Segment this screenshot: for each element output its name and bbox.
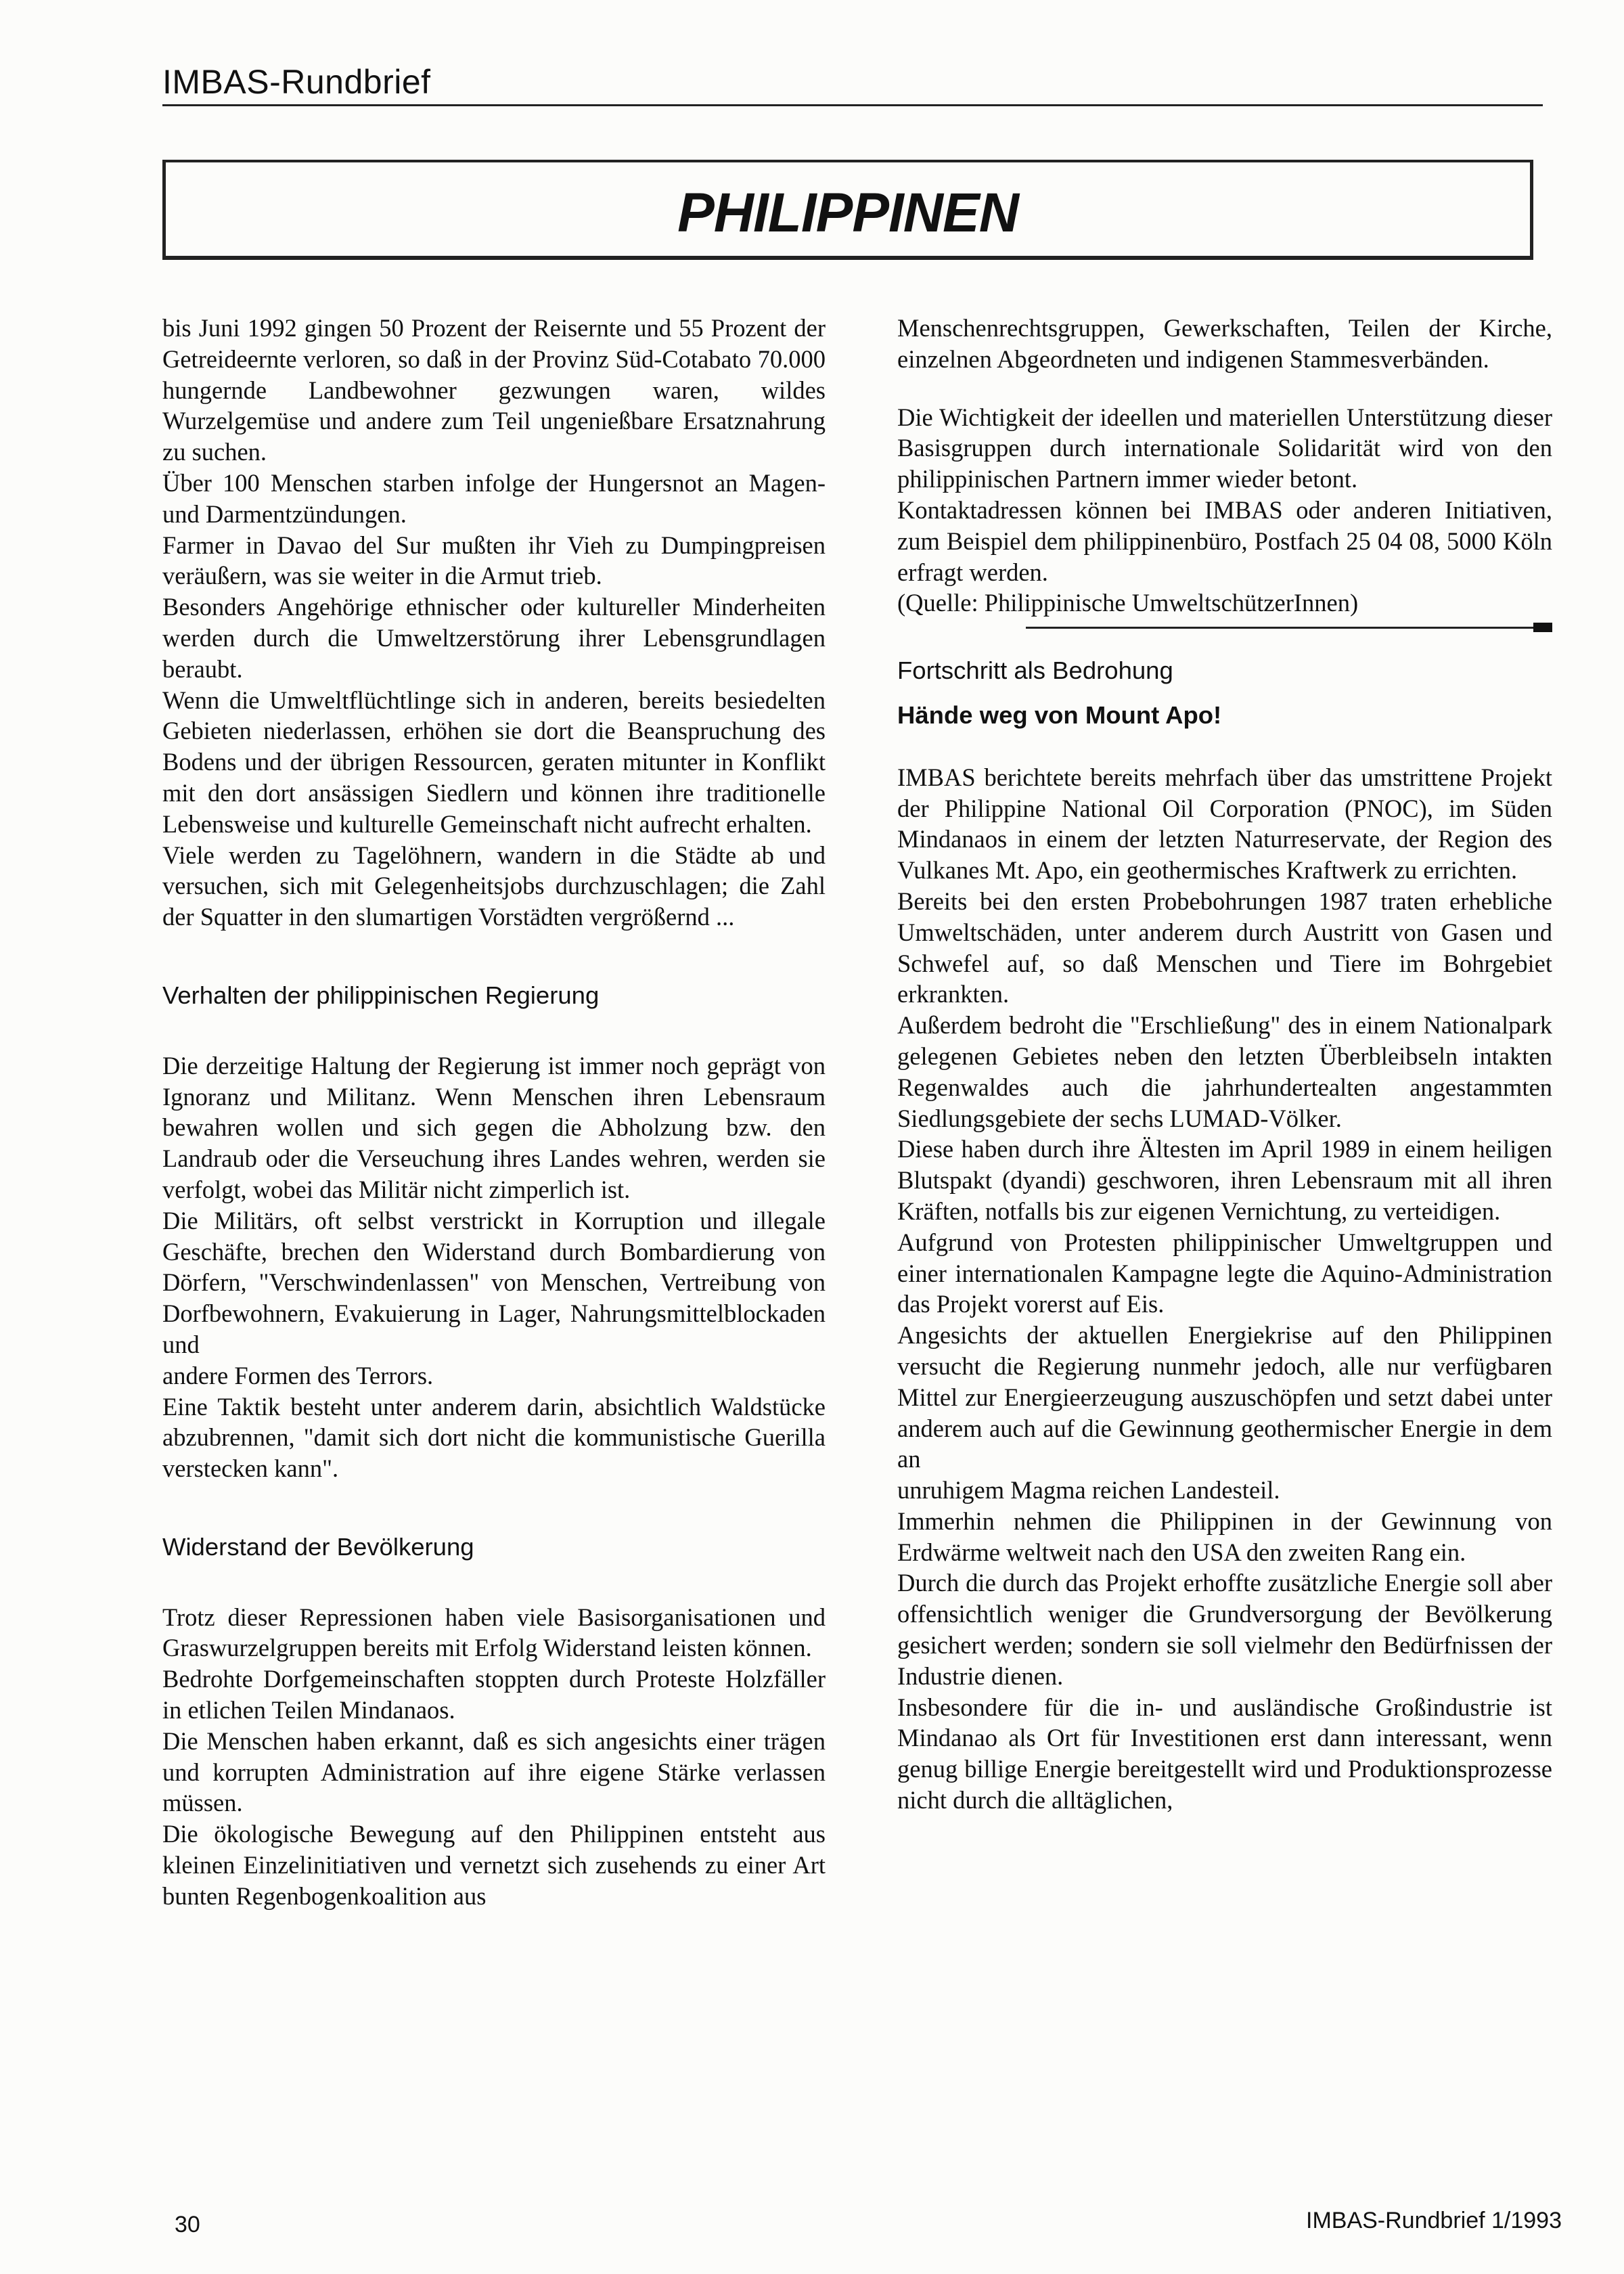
paragraph: andere Formen des Terrors. [162, 1361, 434, 1389]
paragraph: Durch die durch das Projekt erhoffte zusätzliche Energie soll aber offensichtlich weniger die Grundversorgung der Bevölkerung gesichert werden; sondern sie soll vielmehr den Bedürfnissen der Industrie dienen. [897, 1569, 1552, 1690]
header-rule [162, 104, 1543, 106]
paragraph: Die Wichtigkeit der ideellen und materiellen Unterstützung dieser Basisgruppen durch internationale Solidarität wird von den philippinischen Partnern immer wieder betont. [897, 403, 1552, 493]
end-mark-icon [1533, 623, 1552, 632]
paragraph: Wenn die Umweltflüchtlinge sich in anderen, bereits besiedelten Gebieten niederlassen, erhöhen sie dort die Beanspruchung des Bodens und der übrigen Ressourcen, geraten mitunter in Konflikt mit den dort ansässigen Siedlern und können ihre traditionelle Lebensweise und kulturelle Gemeinschaft nicht aufrecht erhalten. [162, 686, 826, 838]
paragraph: Diese haben durch ihre Ältesten im April 1989 in einem heiligen Blutspakt (dyandi) geschworen, ihren Lebensraum mit all ihren Kräften, notfalls bis zur eigenen Vernichtung, zu verteidigen. [897, 1135, 1552, 1225]
paragraph: Bereits bei den ersten Probebohrungen 1987 traten erhebliche Umweltschäden, unter anderem durch Austritt von Gasen und Schwefel auf, so daß Menschen und Tiere im Bohrgebiet erkrankten. [897, 887, 1552, 1008]
paragraph: Bedrohte Dorfgemeinschaften stoppten durch Proteste Holzfäller in etlichen Teilen Mindanaos. [162, 1665, 826, 1724]
paragraph: Insbesondere für die in- und ausländische Großindustrie ist Mindanao als Ort für Investitionen erst dann interessant, wenn genug billige Energie bereitgestellt wird und Produktionsprozesse nicht durch die alltäglichen, [897, 1693, 1552, 1814]
paragraph: IMBAS berichtete bereits mehrfach über das umstrittene Projekt der Philippine National Oil Corporation (PNOC), im Süden Mindanaos in einem der letzten Naturreservate, der Region des Vulkanes Mt. Apo, ein geothermisches Kraftwerk zu errichten. [897, 763, 1552, 885]
article-kicker: Fortschritt als Bedrohung [897, 656, 1173, 685]
subheading: Verhalten der philippinischen Regierung [162, 981, 600, 1009]
paragraph: unruhigem Magma reichen Landesteil. [897, 1476, 1280, 1504]
running-header: IMBAS-Rundbrief [162, 63, 431, 101]
paragraph: Über 100 Menschen starben infolge der Hungersnot an Magen- und Darmentzündungen. [162, 468, 826, 528]
article-end-rule [897, 623, 1552, 632]
paragraph: Die Menschen haben erkannt, daß es sich angesichts einer trägen und korrupten Administration auf ihre eigene Stärke verlassen müssen. [162, 1726, 826, 1817]
paragraph: bis Juni 1992 gingen 50 Prozent der Reisernte und 55 Prozent der Getreideernte verloren, so daß in der Provinz Süd-Cotabato 70.000 hungernde Landbewohner gezwungen waren, wildes Wurzelgemüse und andere zum Teil ungenießbare Ersatznahrung zu suchen. [162, 314, 826, 466]
paragraph: Trotz dieser Repressionen haben viele Basisorganisationen und Graswurzelgruppen bereits mit Erfolg Widerstand leisten können. [162, 1603, 826, 1662]
paragraph: Die ökologische Bewegung auf den Philippinen entsteht aus kleinen Einzelinitiativen und vernetzt sich zusehends zu einer Art bunten Regenbogenkoalition aus [162, 1820, 826, 1910]
paragraph: Kontaktadressen können bei IMBAS oder anderen Initiativen, zum Beispiel dem philippinenbüro, Postfach 25 04 08, 5000 Köln erfragt werden. [897, 495, 1552, 586]
paragraph: Viele werden zu Tagelöhnern, wandern in die Städte ab und versuchen, sich mit Gelegenheitsjobs durchzuschlagen; die Zahl der Squatter in den slumartigen Vorstädten vergrößernd ... [162, 841, 826, 931]
section-banner [162, 160, 1533, 260]
left-column [162, 313, 826, 1912]
right-column [897, 313, 1552, 1816]
paragraph: Aufgrund von Protesten philippinischer Umweltgruppen und einer internationalen Kampagne legte die Aquino-Administration das Projekt vorerst auf Eis. [897, 1228, 1552, 1318]
paragraph: Eine Taktik besteht unter anderem darin, absichtlich Waldstücke abzubrennen, "damit sich dort nicht die kommunistische Guerilla verstecken kann". [162, 1392, 826, 1483]
paragraph: Die derzeitige Haltung der Regierung ist immer noch geprägt von Ignoranz und Militanz. Wenn Menschen ihren Lebensraum bewahren wollen und sich gegen die Abholzung bzw. den Landraub oder die Verseuchung ihres Landes wehren, werden sie verfolgt, wobei das Militär nicht zimperlich ist. [162, 1051, 826, 1203]
paragraph: Besonders Angehörige ethnischer oder kultureller Minderheiten werden durch die Umweltzerstörung ihrer Lebensgrundlagen beraubt. [162, 593, 826, 683]
paragraph: Außerdem bedroht die "Erschließung" des in einem Nationalpark gelegenen Gebietes neben den letzten Überbleibseln intakten Regenwaldes auch die jahrhundertealten angestammten Siedlungsgebiete der sechs LUMAD-Völker. [897, 1011, 1552, 1132]
footer-issue: IMBAS-Rundbrief 1/1993 [1306, 2208, 1562, 2233]
section-title: PHILIPPINEN [677, 182, 1018, 244]
paragraph: (Quelle: Philippinische UmweltschützerInnen) [897, 589, 1359, 617]
paragraph: Die Militärs, oft selbst verstrickt in Korruption und illegale Geschäfte, brechen den Widerstand durch Bombardierung von Dörfern, "Verschwindenlassen" von Menschen, Vertreibung von Dorfbewohnern, Evakuierung in Lager, Nahrungsmittelblockaden und [162, 1206, 826, 1358]
paragraph: Farmer in Davao del Sur mußten ihr Vieh zu Dumpingpreisen veräußern, was sie weiter in die Armut trieb. [162, 531, 826, 590]
paragraph: Menschenrechtsgruppen, Gewerkschaften, Teilen der Kirche, einzelnen Abgeordneten und indigenen Stammesverbänden. [897, 314, 1552, 373]
page-number: 30 [175, 2212, 200, 2237]
article-headline: Hände weg von Mount Apo! [897, 700, 1222, 729]
paragraph: Angesichts der aktuellen Energiekrise auf den Philippinen versucht die Regierung nunmehr jedoch, alle nur verfügbaren Mittel zur Energieerzeugung auszuschöpfen und setzt dabei unter anderem auch auf die Gewinnung geothermischer Energie in dem an [897, 1321, 1552, 1473]
paragraph: Immerhin nehmen die Philippinen in der Gewinnung von Erdwärme weltweit nach den USA den zweiten Rang ein. [897, 1507, 1552, 1566]
subheading: Widerstand der Bevölkerung [162, 1532, 474, 1561]
